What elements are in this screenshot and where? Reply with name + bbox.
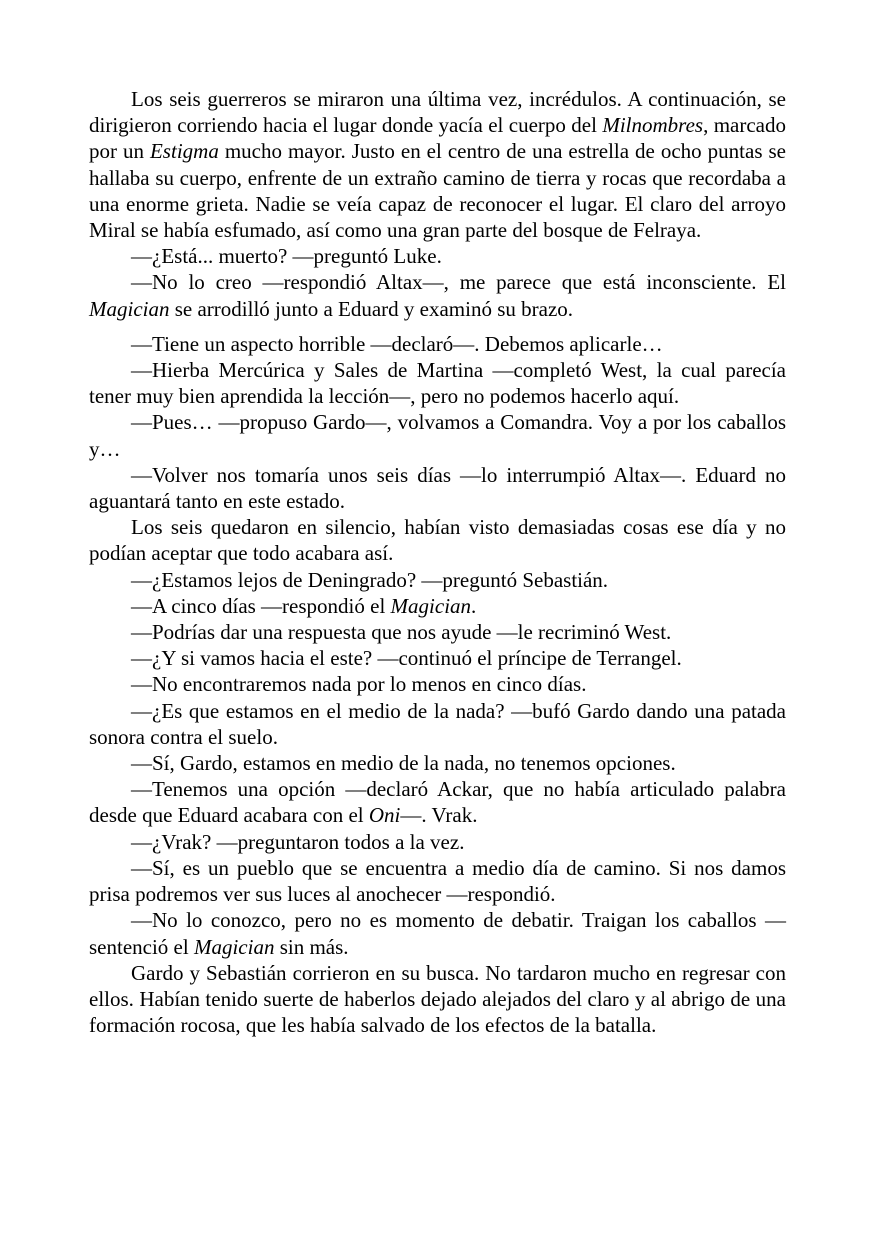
paragraph [89, 698, 786, 750]
paragraph [89, 829, 786, 855]
text-run: Gardo y Sebastián corrieron en su busca. No tardaron mucho en regresar con ellos. Habían tenido suerte de haberlos dejado alejados del claro y al abrigo de una formación rocosa, que les había salvado de los efectos de la batalla. [89, 960, 786, 1038]
text-run: —¿Vrak? —preguntaron todos a la vez. [131, 829, 465, 854]
paragraph [89, 514, 786, 566]
italic-term: Estigma [149, 139, 219, 164]
text-run: —¿Es que estamos en el medio de la nada? —bufó Gardo dando una patada sonora contra el suelo. [89, 698, 786, 749]
paragraph [89, 960, 786, 1039]
paragraph [89, 593, 786, 619]
text-run: Los seis quedaron en silencio, habían visto demasiadas cosas ese día y no podían aceptar que todo acabara así. [89, 515, 786, 566]
paragraph [89, 776, 786, 828]
text-run: —¿Estamos lejos de Deningrado? —preguntó Sebastián. [131, 567, 609, 592]
text-run: —Sí, Gardo, estamos en medio de la nada, no tenemos opciones. [131, 751, 676, 776]
text-run: —¿Y si vamos hacia el este? —continuó el príncipe de Terrangel. [131, 646, 682, 671]
text-run: —A cinco días —respondió el [131, 593, 391, 618]
paragraph [89, 243, 786, 269]
text-run: —Pues… —propuso Gardo—, volvamos a Comandra. Voy a por los caballos y… [89, 410, 786, 461]
paragraph [89, 357, 786, 409]
text-run: se arrodilló junto a Eduard y examinó su brazo. [169, 296, 574, 321]
paragraph [89, 645, 786, 671]
text-run: —. Vrak. [400, 803, 478, 828]
paragraph [89, 86, 786, 243]
paragraph [89, 567, 786, 593]
paragraph [89, 409, 786, 461]
text-run: . [471, 593, 477, 618]
text-run: Los seis guerreros se miraron una última vez, incrédulos. A continuación, se dirigieron corriendo hacia el lugar donde yacía el cuerpo del [89, 87, 786, 138]
paragraph [89, 462, 786, 514]
text-run: mucho mayor. Justo en el centro de una estrella de ocho puntas se hallaba su cuerpo, enfrente de un extraño camino de tierra y rocas que recordaba a una enorme grieta. Nadie se veía capaz de reconocer el lugar. El claro del arroyo Miral se había esfumado, así como una gran parte del bosque de Felraya. [89, 139, 786, 243]
paragraph [89, 907, 786, 959]
text-run: —No lo conozco, pero no es momento de debatir. Traigan los caballos —sentenció el [89, 908, 786, 959]
paragraph [89, 671, 786, 697]
paragraph [89, 331, 786, 357]
text-run: —¿Está... muerto? —preguntó Luke. [131, 244, 442, 269]
italic-term: Magician [390, 593, 472, 618]
paragraph [89, 619, 786, 645]
italic-term: Magician [193, 934, 275, 959]
text-run: , marcado por un [89, 113, 786, 164]
text-run: —Tiene un aspecto horrible —declaró—. Debemos aplicarle… [131, 331, 663, 356]
text-run: —Podrías dar una respuesta que nos ayude —le recriminó West. [131, 620, 672, 645]
text-run: sin más. [274, 934, 349, 959]
text-run: —No encontraremos nada por lo menos en cinco días. [131, 672, 587, 697]
text-run: —Tenemos una opción —declaró Ackar, que no había articulado palabra desde que Eduard acabara con el [89, 777, 786, 828]
paragraph [89, 269, 786, 321]
italic-term: Magician [89, 296, 170, 321]
italic-term: Oni [368, 803, 401, 828]
text-run: —No lo creo —respondió Altax—, me parece que está inconsciente. El [131, 270, 786, 295]
text-run: —Volver nos tomaría unos seis días —lo interrumpió Altax—. Eduard no aguantará tanto en este estado. [89, 462, 786, 514]
paragraph [89, 855, 786, 907]
text-run: —Sí, es un pueblo que se encuentra a medio día de camino. Si nos damos prisa podremos ver sus luces al anochecer —respondió. [89, 855, 786, 907]
paragraph [89, 750, 786, 776]
document-page [89, 86, 786, 1038]
text-run: —Hierba Mercúrica y Sales de Martina —completó West, la cual parecía tener muy bien aprendida la lección—, pero no podemos hacerlo aquí. [89, 358, 786, 409]
italic-term: Milnombres [602, 113, 704, 138]
